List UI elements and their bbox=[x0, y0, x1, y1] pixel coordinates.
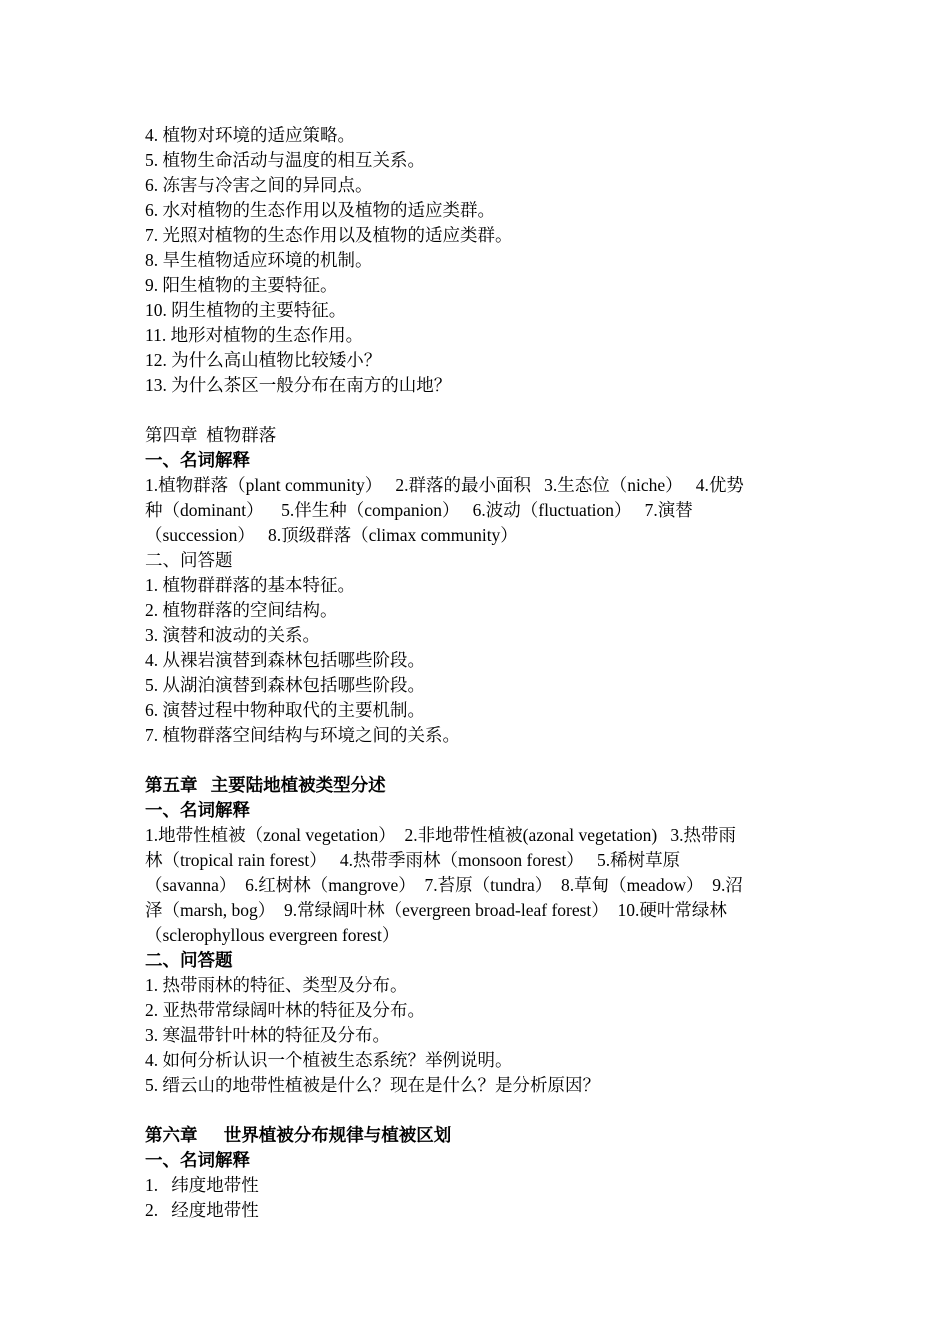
question-item: 10. 阴生植物的主要特征。 bbox=[145, 300, 347, 320]
terms-line: （sclerophyllous evergreen forest） bbox=[145, 925, 400, 945]
question-item: 11. 地形对植物的生态作用。 bbox=[145, 325, 364, 345]
question-item: 4. 从裸岩演替到森林包括哪些阶段。 bbox=[145, 650, 425, 670]
section-gap bbox=[145, 1098, 805, 1123]
question-item: 9. 阳生植物的主要特征。 bbox=[145, 275, 338, 295]
question-item: 4. 植物对环境的适应策略。 bbox=[145, 125, 355, 145]
chapter5-section bbox=[145, 773, 805, 1098]
question-item: 3. 演替和波动的关系。 bbox=[145, 625, 320, 645]
question-item: 1. 热带雨林的特征、类型及分布。 bbox=[145, 975, 408, 995]
question-item: 5. 从湖泊演替到森林包括哪些阶段。 bbox=[145, 675, 425, 695]
terms-line: 泽（marsh, bog） 9.常绿阔叶林（evergreen broad-leaf forest） 10.硬叶常绿林 bbox=[145, 900, 727, 920]
term-item: 1. 纬度地带性 bbox=[145, 1175, 259, 1195]
chapter-title: 第六章 世界植被分布规律与植被区划 bbox=[145, 1125, 452, 1145]
terms-line: 种（dominant） 5.伴生种（companion） 6.波动（fluctuation） 7.演替 bbox=[145, 500, 693, 520]
question-item: 2. 植物群落的空间结构。 bbox=[145, 600, 338, 620]
section-gap bbox=[145, 398, 805, 423]
chapter3-questions bbox=[145, 123, 805, 398]
qa-heading: 二、问答题 bbox=[145, 950, 233, 970]
chapter6-section bbox=[145, 1123, 805, 1223]
terms-line: 1.地带性植被（zonal vegetation） 2.非地带性植被(azonal vegetation) 3.热带雨 bbox=[145, 825, 736, 845]
question-item: 7. 植物群落空间结构与环境之间的关系。 bbox=[145, 725, 460, 745]
question-item: 1. 植物群群落的基本特征。 bbox=[145, 575, 355, 595]
term-item: 2. 经度地带性 bbox=[145, 1200, 259, 1220]
section-gap bbox=[145, 748, 805, 773]
terms-line: （savanna） 6.红树林（mangrove） 7.苔原（tundra） 8.草甸（meadow） 9.沼 bbox=[145, 875, 743, 895]
question-item: 7. 光照对植物的生态作用以及植物的适应类群。 bbox=[145, 225, 513, 245]
terms-heading: 一、名词解释 bbox=[145, 1150, 250, 1170]
question-item: 5. 植物生命活动与温度的相互关系。 bbox=[145, 150, 425, 170]
question-item: 8. 旱生植物适应环境的机制。 bbox=[145, 250, 373, 270]
document-page bbox=[145, 123, 805, 1223]
terms-heading: 一、名词解释 bbox=[145, 450, 250, 470]
question-item: 2. 亚热带常绿阔叶林的特征及分布。 bbox=[145, 1000, 425, 1020]
chapter4-section bbox=[145, 423, 805, 748]
terms-line: 1.植物群落（plant community） 2.群落的最小面积 3.生态位（niche） 4.优势 bbox=[145, 475, 744, 495]
chapter-title: 第五章 主要陆地植被类型分述 bbox=[145, 775, 386, 795]
question-item: 6. 水对植物的生态作用以及植物的适应类群。 bbox=[145, 200, 495, 220]
question-item: 5. 缙云山的地带性植被是什么？现在是什么？是分析原因？ bbox=[145, 1075, 600, 1095]
question-item: 12. 为什么高山植物比较矮小？ bbox=[145, 350, 382, 370]
terms-line: （succession） 8.顶级群落（climax community） bbox=[145, 525, 518, 545]
chapter-title: 第四章 植物群落 bbox=[145, 425, 277, 445]
qa-heading: 二、问答题 bbox=[145, 550, 233, 570]
terms-line: 林（tropical rain forest） 4.热带季雨林（monsoon forest） 5.稀树草原 bbox=[145, 850, 681, 870]
terms-heading: 一、名词解释 bbox=[145, 800, 250, 820]
question-item: 13. 为什么茶区一般分布在南方的山地？ bbox=[145, 375, 452, 395]
question-item: 6. 冻害与冷害之间的异同点。 bbox=[145, 175, 373, 195]
question-item: 4. 如何分析认识一个植被生态系统？举例说明。 bbox=[145, 1050, 513, 1070]
question-item: 6. 演替过程中物种取代的主要机制。 bbox=[145, 700, 425, 720]
question-item: 3. 寒温带针叶林的特征及分布。 bbox=[145, 1025, 390, 1045]
